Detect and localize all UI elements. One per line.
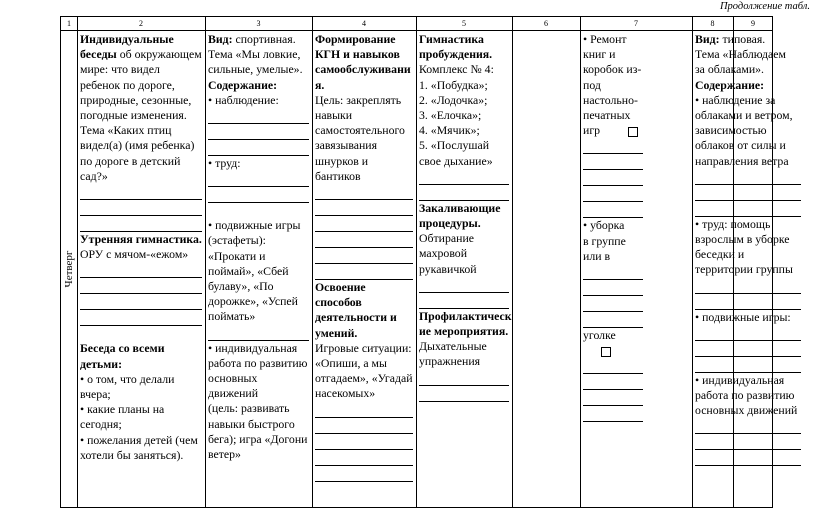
col-number-4: 4 (362, 19, 366, 28)
col2-morning: Индивидуальные беседы об окружающем мире: что видел ребенок по дороге, природные, сезонные, погодные изменения. Тема «Каких птиц видел(а) (имя ребенка) по дороге в детский сад?» Утренняя гимнастика. ОРУ с мячом-«ежом» Беседа со всеми детьми: • о том, что делали вчера; • какие планы на сегодня; • пожелания детей (чем хотели бы заняться). (80, 32, 202, 462)
col4-skills: Формирование КГН и навыков самообслуживани я. Цель: закреплять навыки самостоятельного завязывания шнурков и бантиков Освоение способов деятельности и умений. Игровые ситуации: «Опиши, а мы отгадаем», «Угадай насекомых» (315, 32, 413, 482)
col7-walk2: Вид: типовая. Тема «Наблюдаем за облаками». Содержание: • наблюдение за облаками и ветром, зависимостью облаков от силы и направления ветра • труд: помощь взрослым в уборке беседки и территории группы • подвижные игры: • индивидуальная работа по развитию основных движений (695, 32, 801, 466)
col-number-9: 9 (751, 19, 755, 28)
col-number-7: 7 (634, 19, 638, 28)
continuation-label: Продолжение табл. (719, 1, 810, 12)
checkbox-icon[interactable] (601, 347, 611, 357)
col6-work: • Ремонт книг и коробок из- под настольно- печатных игр • уборка в группе или в уголке (583, 32, 643, 422)
col-number-5: 5 (462, 19, 466, 28)
col-number-2: 2 (139, 19, 143, 28)
plan-table (60, 16, 798, 508)
col-number-8: 8 (710, 19, 715, 28)
col-number-3: 3 (256, 19, 261, 28)
col-number-1: 1 (67, 19, 71, 28)
col-number-6: 6 (544, 19, 548, 28)
col5-evening: Гимнастика пробуждения. Комплекс № 4: 1. «Побудка»; 2. «Лодочка»; 3. «Елочка»; 4. «Мячик»; 5. «Послушай свое дыхание» Закаливающие процедуры. Обтирание махровой рукавичкой Профилактическ ие мероприятия. Дыхательные упражнения (419, 32, 509, 402)
checkbox-icon[interactable] (628, 127, 638, 137)
day-label: Четверг (63, 250, 75, 288)
col3-walk: Вид: спортивная. Тема «Мы ловкие, сильные, умелые». Содержание: • наблюдение: • труд: • подвижные игры (эстафеты): «Прокати и поймай», «Сбей булаву», «По дорожке», «Успей поймать» • индивидуальная работа по развитию основных движений (цель: развивать навыки быстрого бега); игра «Догони ветер» (208, 32, 308, 462)
